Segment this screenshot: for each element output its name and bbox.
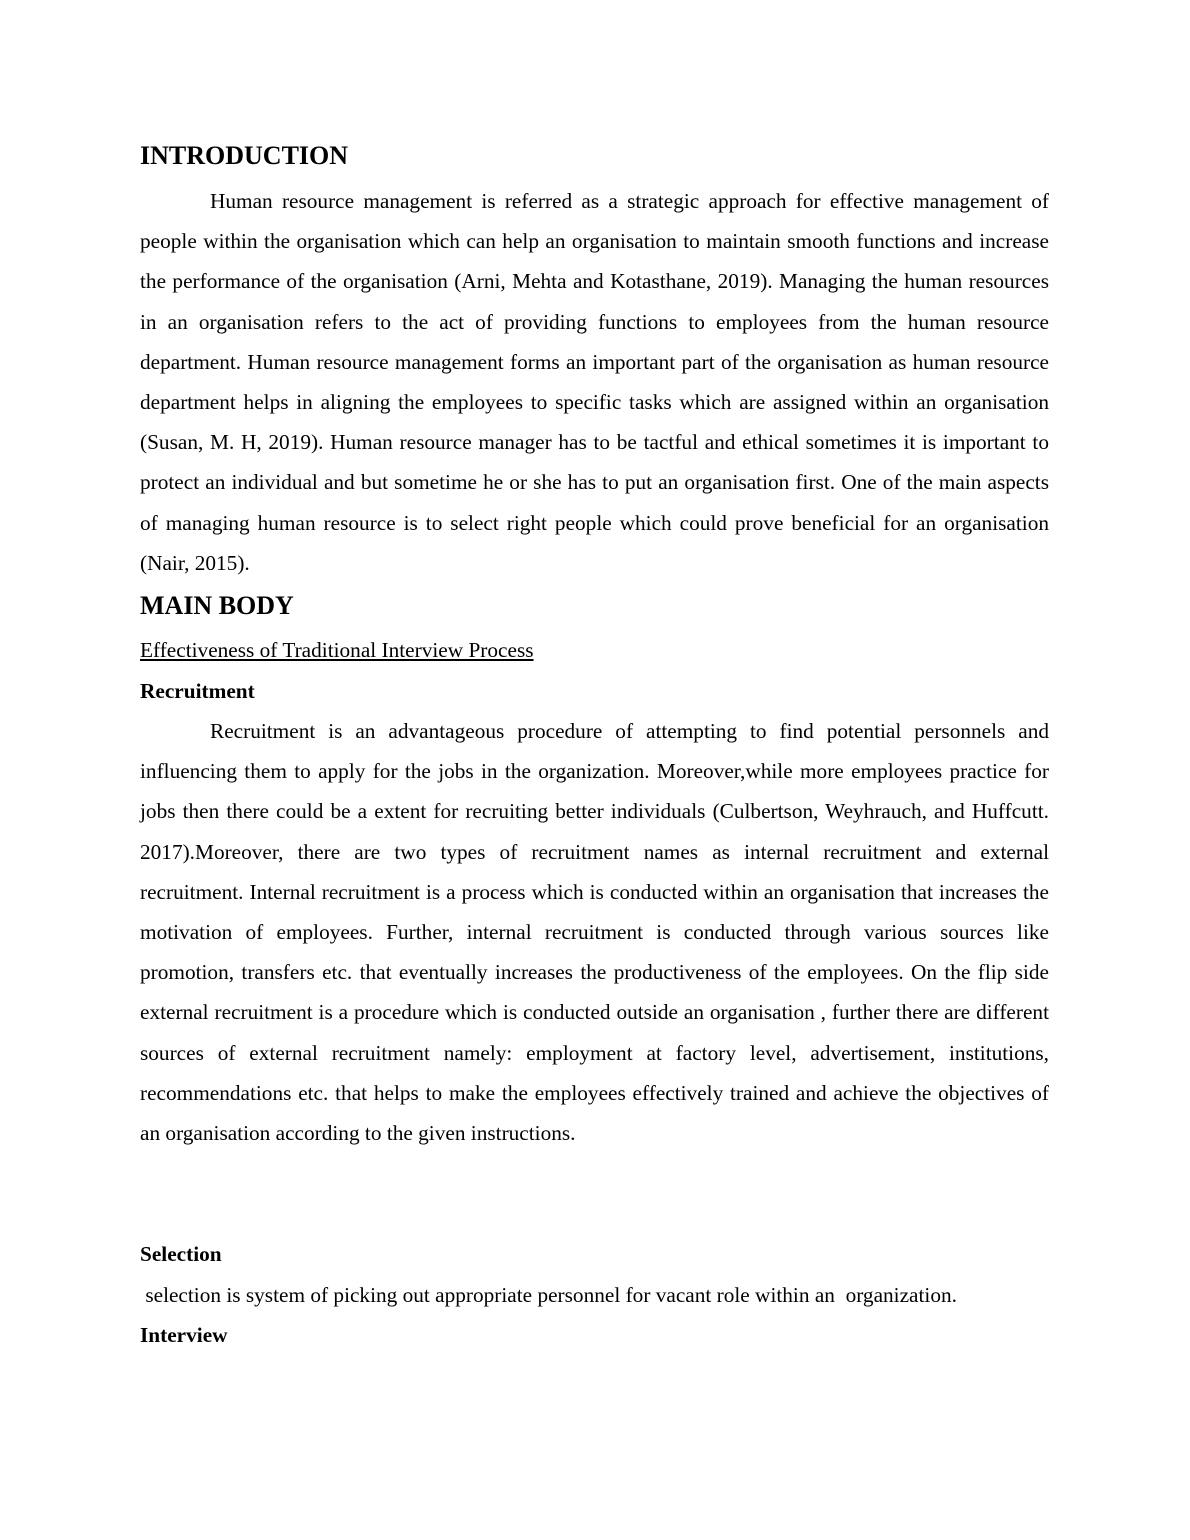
introduction-heading: INTRODUCTION (140, 141, 349, 170)
interview-heading: Interview (140, 1323, 228, 1347)
section-subheading: Effectiveness of Traditional Interview Process (140, 638, 534, 662)
main-body-heading: MAIN BODY (140, 591, 294, 620)
selection-paragraph: selection is system of picking out appropriate personnel for vacant role within an organization. (140, 1283, 957, 1307)
recruitment-paragraph: Recruitment is an advantageous procedure of attempting to find potential personnels and influencing them to apply for the jobs in the organization. Moreover,while more employees practice for jobs then there could be a extent for recruiting better individuals (Culbertson, Weyhrauch, and Huffcutt. 2017).Moreover, there are two types of recruitment names as internal recruitment and external recruitment. Internal recruitment is a process which is conducted within an organisation that increases the motivation of employees. Further, internal recruitment is conducted through various sources like promotion, transfers etc. that eventually increases the productiveness of the employees. On the flip side external recruitment is a procedure which is conducted outside an organisation , further there are different sources of external recruitment namely: employment at factory level, advertisement, institutions, recommendations etc. that helps to make the employees effectively trained and achieve the objectives of an organisation according to the given instructions. (140, 719, 1049, 1146)
introduction-paragraph: Human resource management is referred as a strategic approach for effective management of people within the organisation which can help an organisation to maintain smooth functions and increase the performance of the organisation (Arni, Mehta and Kotasthane, 2019). Managing the human resources in an organisation refers to the act of providing functions to employees from the human resource department. Human resource management forms an important part of the organisation as human resource department helps in aligning the employees to specific tasks which are assigned within an organisation (Susan, M. H, 2019). Human resource manager has to be tactful and ethical sometimes it is important to protect an individual and but sometime he or she has to put an organisation first. One of the main aspects of managing human resource is to select right people which could prove beneficial for an organisation (Nair, 2015). (140, 189, 1049, 575)
selection-heading: Selection (140, 1242, 222, 1266)
recruitment-heading: Recruitment (140, 679, 255, 703)
